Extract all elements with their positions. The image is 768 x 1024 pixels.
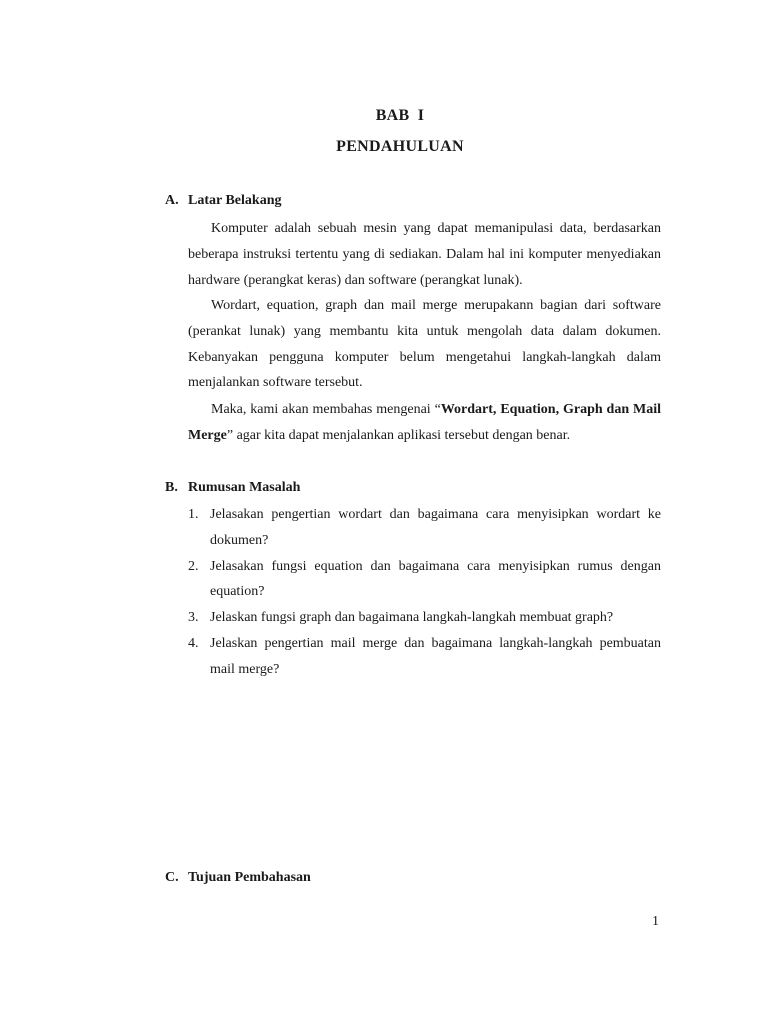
paragraph-3-bold-topic: Wordart, Equation, Graph dan Mail Merge (188, 402, 662, 443)
list-item-number: 2. (188, 558, 199, 574)
section-a-title: Latar Belakang (188, 193, 282, 208)
list-item (188, 502, 661, 554)
list-item (188, 605, 661, 631)
chapter-title: PENDAHULUAN (336, 138, 464, 155)
paragraph-1: Komputer adalah sebuah mesin yang dapat memanipulasi data, berdasarkan beberapa instruksi tertentu yang di sediakan. Dalam hal ini komputer menyediakan hardware (perangkat keras) dan software (perangkat lunak). (188, 221, 661, 288)
list-item-text: Jelasakan pengertian wordart dan bagaimana cara menyisipkan wordart ke dokumen? (210, 507, 661, 548)
section-b-title: Rumusan Masalah (188, 480, 301, 495)
paragraph-2: Wordart, equation, graph dan mail merge merupakann bagian dari software (perankat lunak) yang membantu kita untuk mengolah data dalam dokumen. Kebanyakan pengguna komputer belum mengetahui langkah-langkah dalam menjalankan software tersebut. (188, 298, 661, 391)
problem-list (188, 502, 661, 683)
section-c-heading (165, 870, 311, 886)
section-c-letter: C. (165, 870, 179, 885)
list-item (188, 554, 661, 606)
list-item-text: Jelaskan pengertian mail merge dan bagaimana langkah-langkah pembuatan mail merge? (210, 635, 661, 677)
paragraph-3-end: ” agar kita dapat menjalankan aplikasi tersebut dengan benar. (226, 427, 571, 443)
list-item (188, 631, 661, 683)
list-item-number: 1. (188, 507, 199, 522)
chapter-heading: BAB I (375, 107, 425, 124)
section-b-letter: B. (165, 480, 178, 495)
list-item-number: 4. (188, 635, 199, 651)
section-a-letter: A. (165, 193, 179, 208)
list-item-text: Jelaskan fungsi graph dan bagaimana langkah-langkah membuat graph? (210, 610, 614, 626)
list-item-text: Jelasakan fungsi equation dan bagaimana cara menyisipkan rumus dengan equation? (210, 558, 661, 600)
section-c-title: Tujuan Pembahasan (188, 870, 311, 885)
list-item-number: 3. (188, 610, 199, 626)
paragraph-3 (188, 397, 661, 449)
paragraph-3-intro: Maka, kami akan membahas mengenai “ (211, 402, 441, 417)
page-number: 1 (652, 914, 659, 929)
section-b-heading (165, 480, 300, 496)
section-a-heading (165, 193, 281, 209)
